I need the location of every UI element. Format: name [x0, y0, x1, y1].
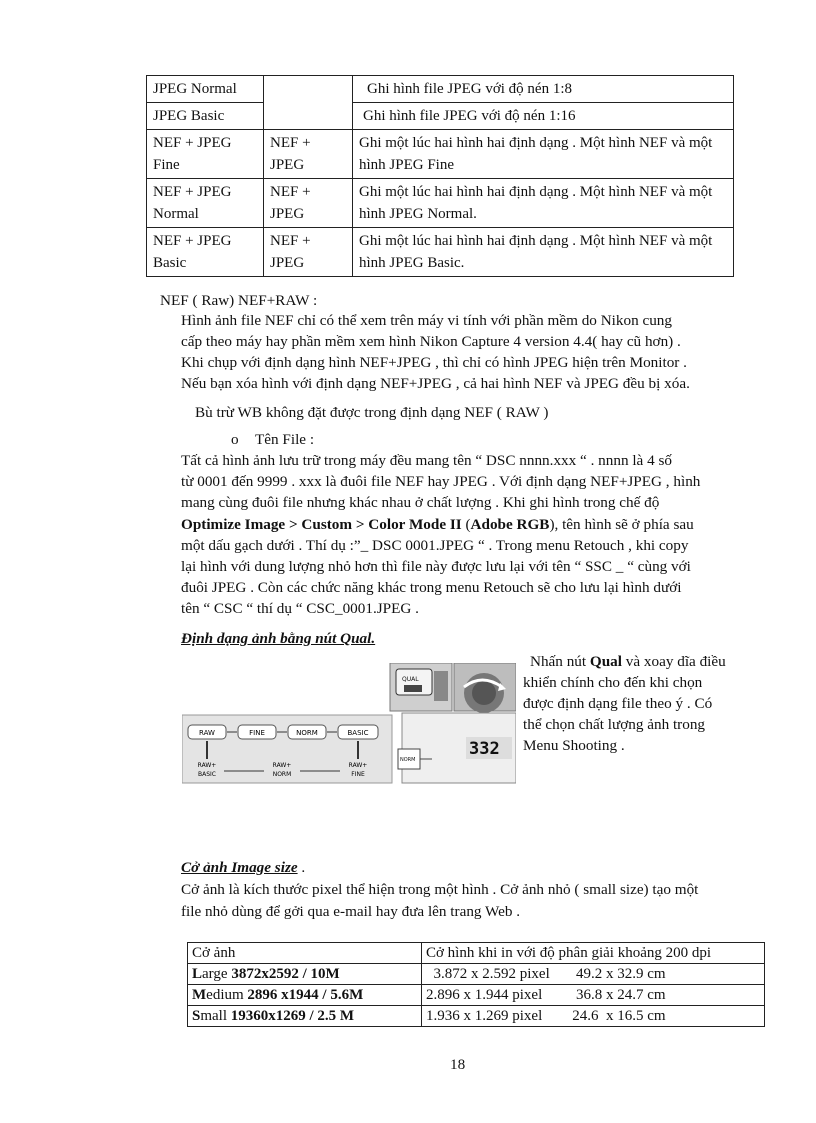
paragraph-line: từ 0001 đến 9999 . xxx là đuôi file NEF hay JPEG . Với định dạng NEF+JPEG , hình — [181, 473, 701, 490]
table-cell: JPEG Basic — [147, 103, 264, 130]
size-cm: 49.2 x 32.9 cm — [553, 966, 666, 982]
paragraph-line: mang cùng đuôi file nhưng khác nhau ở chất lượng . Khi ghi hình trong chế độ — [181, 494, 660, 511]
qual-heading: Định dạng ảnh bằng nút Qual. — [181, 630, 376, 647]
table-cell — [188, 964, 422, 985]
table-header-cell: Cở ảnh — [188, 943, 422, 964]
table-cell — [264, 76, 353, 130]
table-cell — [422, 985, 765, 1006]
table-cell — [422, 964, 765, 985]
page-number: 18 — [450, 1056, 466, 1073]
table-cell: NEF + JPEG Basic — [147, 228, 264, 277]
table-row — [147, 103, 734, 130]
mode-raw-norm-2: NORM — [272, 771, 292, 778]
image-size-table — [187, 942, 765, 1027]
paragraph-line: một dấu gạch dưới . Thí dụ :”_ DSC 0001.JPEG “ . Trong menu Retouch , khi copy — [181, 537, 689, 554]
optimize-path: Optimize Image > Custom > Color Mode II — [181, 516, 462, 533]
qual-text-line: khiển chính cho đến khi chọn — [523, 674, 703, 691]
paragraph-line: Nếu bạn xóa hình với định dạng NEF+JPEG , cả hai hình NEF và JPEG đều bị xóa. — [181, 375, 690, 392]
mode-fine: FINE — [249, 729, 265, 737]
table-cell: NEF + JPEG Fine — [147, 130, 264, 179]
paragraph-line: tên “ CSC “ thí dụ “ CSC_0001.JPEG . — [181, 600, 419, 617]
table-cell: NEF + JPEG — [264, 228, 353, 277]
wb-note: Bù trừ WB không đặt được trong định dạng NEF ( RAW ) — [195, 404, 549, 421]
bullet-marker: o — [231, 431, 239, 448]
table-cell: Ghi một lúc hai hình hai định dạng . Một hình NEF và một hình JPEG Basic. — [353, 228, 734, 277]
filename-heading: Tên File : — [255, 431, 315, 448]
table-cell — [422, 1006, 765, 1027]
table-row — [188, 964, 765, 985]
qual-text-line: thể chọn chất lượng ảnh trong — [523, 716, 706, 733]
table-header-cell: Cở hình khi in với độ phân giải khoảng 200 dpi — [422, 943, 765, 964]
size-spec: 3872x2592 / 10M — [231, 966, 340, 982]
size-cm: 36.8 x 24.7 cm — [546, 987, 666, 1003]
text-span: Nhấn nút — [530, 653, 590, 670]
command-dial-photo — [454, 663, 516, 713]
mode-raw-basic-1: RAW+ — [197, 762, 217, 769]
table-cell: JPEG Normal — [147, 76, 264, 103]
paragraph-line: Khi chụp với định dạng hình NEF+JPEG , thì chỉ có hình JPEG hiện trên Monitor . — [181, 354, 687, 371]
table-cell — [188, 1006, 422, 1027]
qual-button-photo — [390, 663, 452, 711]
size-spec: 19360x1269 / 2.5 M — [230, 1008, 355, 1024]
mode-raw-fine-1: RAW+ — [348, 762, 368, 769]
lcd-norm-label: NORM — [400, 757, 416, 763]
nef-heading: NEF ( Raw) NEF+RAW : — [160, 292, 318, 309]
lcd-panel — [398, 713, 516, 783]
paragraph-line — [181, 515, 694, 535]
paragraph-line: Hình ảnh file NEF chỉ có thể xem trên máy vi tính với phần mềm do Nikon cung — [181, 312, 672, 329]
paragraph-line: đuôi JPEG . Còn các chức năng khác trong menu Retouch sẽ cho lưu lại hình dưới — [181, 579, 682, 596]
table-header-row — [188, 943, 765, 964]
qual-button-label: QUAL — [402, 676, 419, 683]
paren-open: ( — [461, 516, 471, 533]
line-rest: ), tên hình sẽ ở phía sau — [549, 516, 694, 533]
paragraph-line: lại hình với dung lượng nhỏ hơn thì file này được lưu lại với tên “ SSC _ “ cùng với — [181, 558, 691, 575]
mode-raw-norm-1: RAW+ — [272, 762, 292, 769]
size-initial: M — [192, 987, 207, 1003]
table-cell — [188, 985, 422, 1006]
size-name: edium — [206, 987, 248, 1003]
table-cell: NEF + JPEG — [264, 130, 353, 179]
size-heading — [181, 858, 305, 878]
table-row — [188, 985, 765, 1006]
mode-raw-basic-2: BASIC — [198, 771, 216, 778]
paragraph-line: Cở ảnh là kích thước pixel thể hiện trong một hình . Cở ảnh nhỏ ( small size) tạo một — [181, 881, 699, 898]
size-cm: 24.6 x 16.5 cm — [546, 1008, 666, 1024]
size-spec: 2896 x1944 / 5.6M — [247, 987, 364, 1003]
paragraph-line: cấp theo máy hay phần mềm xem hình Nikon Capture 4 version 4.4( hay cũ hơn) . — [181, 333, 681, 350]
qual-diagram — [182, 663, 516, 785]
table-row — [147, 179, 734, 228]
size-heading-tail: . — [297, 859, 306, 876]
size-px: 1.936 x 1.269 pixel — [426, 1008, 546, 1024]
quality-mode-flow — [182, 715, 392, 783]
paragraph-line: Tất cả hình ảnh lưu trữ trong máy đều mang tên “ DSC nnnn.xxx “ . nnnn là 4 số — [181, 452, 672, 469]
size-heading-text: Cở ảnh Image size — [181, 859, 298, 876]
mode-raw: RAW — [199, 729, 215, 737]
table-cell: NEF + JPEG Normal — [147, 179, 264, 228]
size-initial: S — [192, 1008, 201, 1024]
quality-table — [146, 75, 734, 277]
mode-raw-fine-2: FINE — [351, 771, 365, 778]
table-row — [147, 228, 734, 277]
table-cell: Ghi hình file JPEG với độ nén 1:16 — [353, 103, 734, 130]
table-cell: NEF + JPEG — [264, 179, 353, 228]
mode-basic: BASIC — [347, 729, 369, 737]
adobe-rgb: Adobe RGB — [470, 516, 550, 533]
text-span: và xoay dĩa điều — [621, 653, 726, 670]
size-name: arge — [202, 966, 232, 982]
qual-bold: Qual — [589, 653, 622, 670]
qual-text-line: Menu Shooting . — [523, 737, 625, 754]
size-px: 3.872 x 2.592 pixel — [426, 966, 554, 982]
lcd-count: 332 — [469, 739, 500, 759]
table-row — [147, 76, 734, 103]
mode-norm: NORM — [296, 729, 318, 737]
table-row — [147, 130, 734, 179]
size-px: 2.896 x 1.944 pixel — [426, 987, 546, 1003]
qual-text-line — [530, 652, 726, 672]
table-cell: Ghi một lúc hai hình hai định dạng . Một hình NEF và một hình JPEG Normal. — [353, 179, 734, 228]
table-cell: Ghi một lúc hai hình hai định dạng . Một hình NEF và một hình JPEG Fine — [353, 130, 734, 179]
paragraph-line: file nhỏ dùng để gởi qua e-mail hay đưa lên trang Web . — [181, 903, 521, 920]
size-name: mall — [200, 1008, 231, 1024]
table-cell: Ghi hình file JPEG với độ nén 1:8 — [353, 76, 734, 103]
size-initial: L — [192, 966, 203, 982]
table-row — [188, 1006, 765, 1027]
qual-text-line: được định dạng file theo ý . Có — [523, 695, 713, 712]
